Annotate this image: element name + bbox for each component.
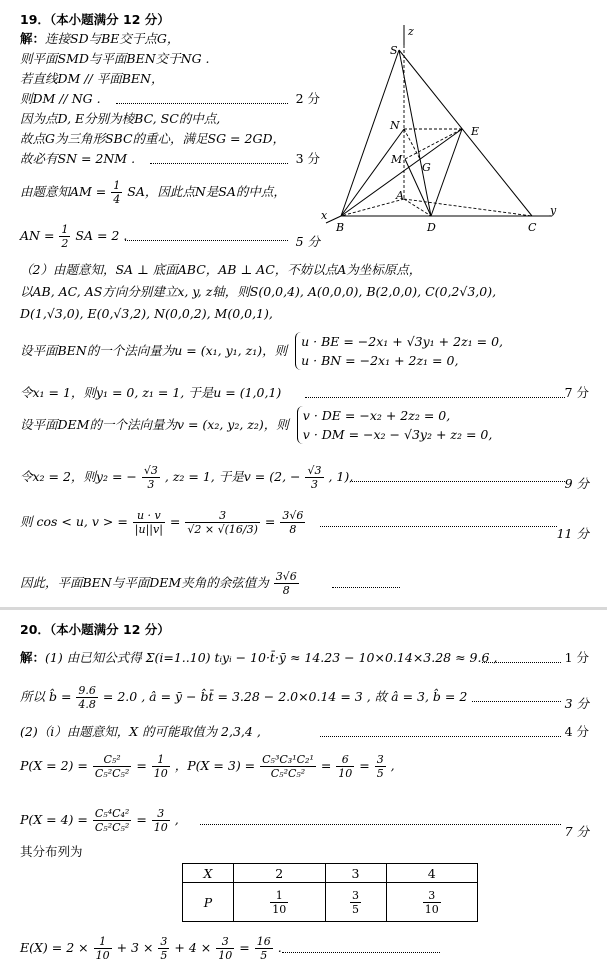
label-M: M (391, 153, 403, 166)
fraction: $\frac{1}{10}$ (153, 753, 168, 780)
leader-dots (350, 469, 565, 485)
equation-system: u · BE = −2x₁ + √3y₁ + 2z₁ = 0, u · BN = −2x₁ + 2z₁ = 0, (295, 332, 503, 370)
table-cell: 3 (325, 864, 386, 883)
table-cell: X (183, 864, 234, 883)
q20-line-5: P(X = 4) = $\frac{\text{C₅⁴C₄²}}{\text{C₅²C₅²}}$ = $\frac{3}{10}$ , 7 分 (20, 800, 589, 840)
leader-dots (305, 385, 565, 401)
score: 5 分 (295, 234, 320, 249)
q20-line-4: P(X = 2) = $\frac{\text{C₅²}}{\text{C₅²C₅²}}$ = $\frac{1}{10}$ ，P(X = 3) = $\frac{\text{C₅³C₃¹C₂¹}}{\text{C₅²C₅²}}$ = $\frac{6}{10}$ = $\frac{3}{5}$ , (20, 753, 395, 780)
label-y: y (550, 204, 557, 217)
edge-AC (404, 199, 532, 216)
q19-line-5: 因为点D, E分别为棱BC, SC的中点, (20, 111, 221, 126)
q19-heading: 19．（本小题满分 12 分） (20, 12, 170, 27)
pyramid-diagram (316, 25, 586, 240)
q20-line-3: (2)（ⅰ）由题意知，X 的可能取值为 2,3,4 , 4 分 (20, 724, 589, 739)
label-E: E (471, 125, 480, 138)
q19-p2-line-5: 令x₁ = 1，则y₁ = 0, z₁ = 1, 于是u = (1,0,1) 7 分 (20, 385, 589, 400)
score: 1 分 (564, 650, 589, 665)
q20-heading: 20．（本小题满分 12 分） (20, 622, 170, 637)
edge-AB (341, 199, 404, 216)
q19-line-4: 则DM // NG . 2 分 (20, 91, 320, 106)
q19-line-9: AN = $\frac{1}{2}$ SA = 2 . 5 分 (20, 222, 320, 250)
score: 3 分 (295, 151, 320, 166)
fraction: $\frac{16}{5}$ (256, 935, 271, 962)
score: 11 分 (556, 526, 589, 541)
label-A: A (396, 189, 404, 202)
fraction: $\frac{3}{10}$ (153, 807, 168, 834)
label-N: N (390, 119, 400, 132)
edge-BN (341, 129, 404, 216)
label-D: D (427, 221, 436, 234)
q19-line-6: 故点G为三角形SBC的重心，满足SG = 2GD， (20, 131, 285, 146)
equation-system: v · DE = −x₂ + 2z₂ = 0, v · DM = −x₂ − √3y₂ + z₂ = 0, (297, 406, 493, 444)
q19-p2-line-8: 则 cos < u, v > = $\frac{u \cdot v}{|u||v|}$ = $\frac{3}{√2 \times √(16/3)}$ = $\frac{3√6}{8}$ 11 分 (20, 502, 589, 542)
q19-p2-line-7: 令x₂ = 2，则y₂ = − $\frac{√3}{3}$ , z₂ = 1, 于是v = (2, − $\frac{√3}{3}$ , 1), 9 分 (20, 462, 589, 492)
edge-ME (405, 129, 462, 159)
table-cell: P (183, 883, 234, 922)
fraction: $\frac{3}{5}$ (352, 888, 359, 916)
q19-p2-line-3: D(1,√3,0), E(0,√3,2), N(0,0,2), M(0,0,1), (20, 306, 273, 321)
fraction: $\frac{1}{10}$ (272, 888, 287, 916)
table-cell (325, 883, 386, 922)
score: 7 分 (564, 824, 589, 839)
score: 7 分 (564, 385, 589, 400)
q20-line-2: 所以 b̂ = $\frac{9.6}{4.8}$ = 2.0 , â = ȳ − b̂t̄ = 3.28 − 2.0×0.14 = 3 , 故 â = 3, b̂ = 2 3 分 (20, 682, 589, 712)
q19-p2-line-6: 设平面DEM的一个法向量为v = (x₂, y₂, z₂)，则 v · DE = −x₂ + 2z₂ = 0, v · DM = −x₂ − √3y₂ + z₂ = 0, (20, 408, 493, 442)
leader-dots (150, 151, 288, 167)
label-G: G (422, 161, 431, 174)
q19-p2-line-1: （2）由题意知，SA ⊥ 底面ABC，AB ⊥ AC，不妨以点A为坐标原点， (20, 262, 422, 277)
q20-line-7: E(X) = 2 × $\frac{1}{10}$ + 3 × $\frac{3}{5}$ + 4 × $\frac{3}{10}$ = $\frac{16}{5}$ . (20, 928, 440, 968)
q19-line-2: 则平面SMD与平面BEN交于NG . (20, 51, 210, 66)
fraction: $\frac{1}{4}$ (113, 179, 121, 206)
question-20 (0, 607, 607, 974)
leader-dots (332, 575, 400, 591)
fraction: $\frac{√3}{3}$ (143, 464, 158, 491)
table-row (183, 883, 478, 922)
fraction: $\frac{3√6}{8}$ (282, 509, 304, 536)
q19-p2-line-2: 以AB, AC, AS方向分别建立x, y, z轴，则S(0,0,4), A(0,0,0), B(2,0,0), C(0,2√3,0), (20, 284, 497, 299)
fraction: $\frac{\text{C₅²}}{\text{C₅²C₅²}}$ (94, 753, 130, 780)
table-cell (234, 883, 326, 922)
fraction: $\frac{9.6}{4.8}$ (78, 684, 96, 711)
q20-line-1: 解：(1) 由已知公式得 Σ(i=1..10) tᵢyᵢ − 10·t̄·ȳ ≈ 14.23 − 10×0.14×3.28 ≈ 9.6 , 1 分 (20, 650, 589, 665)
edge-BE (341, 129, 462, 216)
fraction: $\frac{3}{10}$ (218, 935, 233, 962)
label-B: B (336, 221, 345, 234)
leader-dots (482, 650, 561, 666)
score: 2 分 (295, 91, 320, 106)
leader-dots (320, 724, 561, 740)
leader-dots (320, 514, 557, 530)
label-S: S (390, 44, 398, 57)
leader-dots (116, 91, 288, 107)
q20-line-6: 其分布列为 (20, 844, 83, 859)
label-x: x (321, 209, 328, 222)
fraction: $\frac{1}{2}$ (61, 223, 69, 250)
score: 9 分 (564, 476, 589, 491)
answer-label: 解： (20, 650, 46, 665)
score: 3 分 (564, 696, 589, 711)
label-C: C (528, 221, 537, 234)
q19-line-8: 由题意知AM = $\frac{1}{4}$ SA，因此点N是SA的中点， (20, 179, 286, 206)
fraction: $\frac{\text{C₅⁴C₄²}}{\text{C₅²C₅²}}$ (94, 807, 130, 834)
q19-line-3: 若直线DM // 平面BEN， (20, 71, 164, 86)
score: 4 分 (564, 724, 589, 739)
fraction: $\frac{3}{5}$ (160, 935, 168, 962)
fraction: $\frac{3}{5}$ (376, 753, 384, 780)
fraction: $\frac{3}{√2 \times √(16/3)}$ (187, 509, 258, 536)
q19-line-7: 故必有SN = 2NM . 3 分 (20, 151, 320, 166)
table-cell: 4 (386, 864, 478, 883)
fraction: $\frac{\text{C₅³C₃¹C₂¹}}{\text{C₅²C₅²}}$ (262, 753, 314, 780)
leader-dots (125, 228, 288, 244)
fraction: $\frac{3}{10}$ (424, 888, 439, 916)
edge-SB (341, 50, 399, 216)
table-cell: 2 (234, 864, 326, 883)
q19-p2-line-9: 因此，平面BEN与平面DEM夹角的余弦值为 $\frac{3√6}{8}$ (20, 568, 400, 598)
distribution-table (182, 863, 478, 922)
fraction: $\frac{u \cdot v}{|u||v|}$ (134, 509, 163, 536)
fraction: $\frac{6}{10}$ (338, 753, 353, 780)
table-cell (386, 883, 478, 922)
table-header-row (183, 864, 478, 883)
leader-dots (200, 812, 561, 828)
leader-dots (282, 940, 440, 956)
fraction: $\frac{√3}{3}$ (307, 464, 322, 491)
fraction: $\frac{3√6}{8}$ (275, 570, 297, 597)
fraction: $\frac{1}{10}$ (95, 935, 110, 962)
q19-line-1: 解：连接SD与BE交于点G， (20, 31, 180, 46)
label-z: z (408, 25, 414, 38)
leader-dots (472, 689, 561, 705)
edge-SC (399, 50, 532, 216)
q19-p2-line-4: 设平面BEN的一个法向量为u = (x₁, y₁, z₁)，则 u · BE = −2x₁ + √3y₁ + 2z₁ = 0, u · BN = −2x₁ + 2z₁ = 0, (20, 334, 504, 368)
answer-label: 解： (20, 31, 46, 46)
